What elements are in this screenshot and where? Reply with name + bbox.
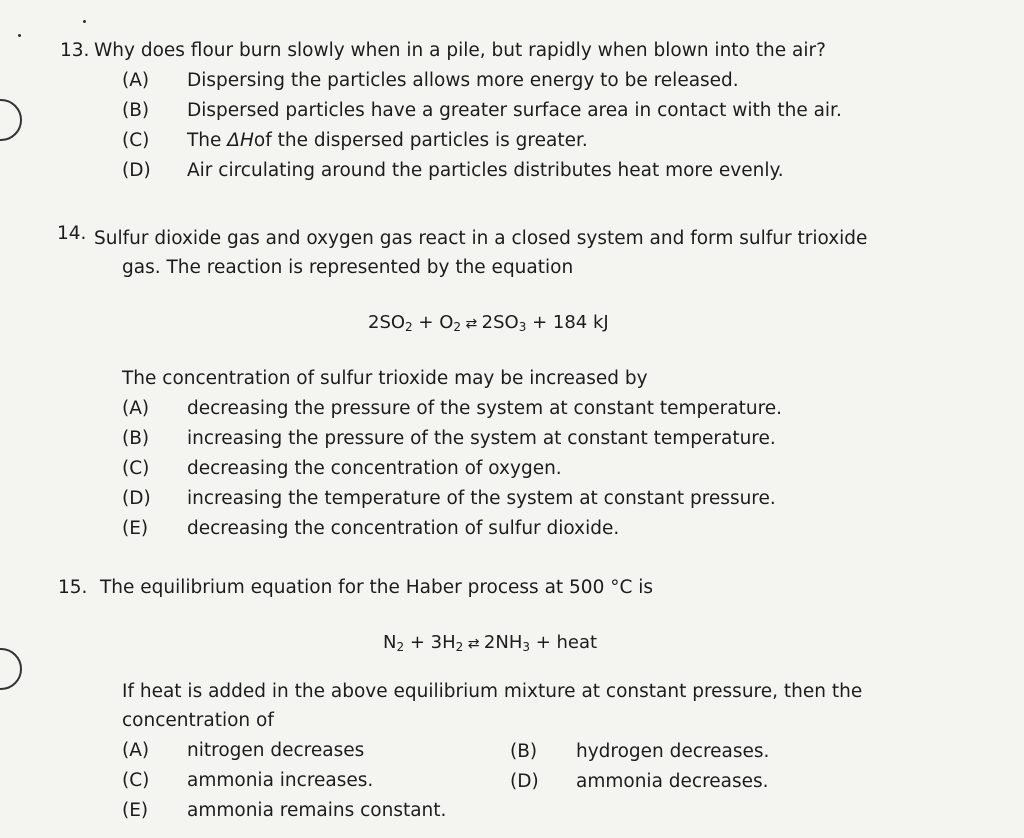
- q14-stem-line1: Sulfur dioxide gas and oxygen gas react in a closed system and form sulfur trioxide: [94, 228, 868, 249]
- q13-option-b-letter: (B): [122, 100, 150, 121]
- q15-option-c-letter: (C): [122, 770, 150, 791]
- eq-subscript: 2: [455, 640, 464, 654]
- q14-equation: [368, 312, 609, 335]
- q14-option-c-letter: (C): [122, 458, 150, 479]
- q14-option-d-text: increasing the temperature of the system at constant pressure.: [187, 488, 776, 509]
- q14-prompt: The concentration of sulfur trioxide may be increased by: [122, 368, 648, 389]
- q15-number: 15.: [58, 577, 88, 598]
- equilibrium-arrow-icon: ⇄: [461, 316, 482, 332]
- delta-h-symbol: ΔH: [227, 130, 254, 151]
- q13-option-c-letter: (C): [122, 130, 150, 151]
- q14-stem-line2: gas. The reaction is represented by the equation: [122, 257, 574, 278]
- eq-term: 2SO: [368, 312, 406, 333]
- q15-option-c-text: ammonia increases.: [187, 770, 374, 791]
- q14-option-c-text: decreasing the concentration of oxygen.: [187, 458, 562, 479]
- q14-option-b-letter: (B): [122, 428, 150, 449]
- q14-option-a-letter: (A): [122, 398, 150, 419]
- q13-stem: Why does flour burn slowly when in a pile, but rapidly when blown into the air?: [94, 40, 826, 61]
- punch-hole-bottom: [0, 648, 22, 690]
- q14-option-a-text: decreasing the pressure of the system at constant temperature.: [187, 398, 783, 419]
- eq-subscript: 2: [405, 320, 413, 334]
- eq-term: + 3H: [404, 632, 456, 653]
- q14-option-d-letter: (D): [122, 488, 151, 509]
- q13-option-a-letter: (A): [122, 70, 150, 91]
- q13-option-d-letter: (D): [122, 160, 151, 181]
- eq-term: N: [383, 632, 397, 653]
- q13-number: 13.: [60, 40, 90, 61]
- stray-mark: [83, 20, 86, 23]
- q15-option-b-letter: (B): [510, 741, 538, 762]
- eq-subscript: 2: [453, 320, 462, 334]
- eq-term: 2NH: [483, 632, 523, 653]
- q14-number: 14.: [57, 223, 87, 244]
- eq-subscript: 2: [396, 640, 405, 654]
- q15-stem: The equilibrium equation for the Haber process at 500 °C is: [100, 577, 654, 598]
- q15-option-a-letter: (A): [122, 740, 150, 761]
- q15-option-e-letter: (E): [122, 800, 149, 821]
- q14-option-e-text: decreasing the concentration of sulfur dioxide.: [187, 518, 620, 539]
- q14-option-e-letter: (E): [122, 518, 149, 539]
- q13-option-c-before: The: [187, 130, 228, 151]
- q13-option-a-text: Dispersing the particles allows more energy to be released.: [187, 70, 739, 91]
- eq-term: + 184 kJ: [526, 312, 609, 333]
- q15-equation: [383, 632, 597, 655]
- q15-option-b-text: hydrogen decreases.: [576, 741, 770, 762]
- q15-option-d-letter: (D): [510, 771, 539, 792]
- eq-subscript: 3: [518, 320, 527, 334]
- eq-term: 2SO: [481, 312, 519, 333]
- q13-option-d-text: Air circulating around the particles distributes heat more evenly.: [187, 160, 784, 181]
- q14-option-b-text: increasing the pressure of the system at constant temperature.: [187, 428, 776, 449]
- stray-mark: [18, 34, 21, 37]
- equilibrium-arrow-icon: ⇄: [463, 636, 484, 652]
- q13-option-c-after: of the dispersed particles is greater.: [253, 130, 588, 151]
- eq-term: + O: [412, 312, 454, 333]
- q15-option-e-text: ammonia remains constant.: [187, 800, 447, 821]
- eq-term: + heat: [530, 632, 598, 653]
- q15-prompt-line1: If heat is added in the above equilibrium mixture at constant pressure, then the: [122, 681, 863, 702]
- q13-option-c-text: [187, 130, 588, 152]
- q13-option-b-text: Dispersed particles have a greater surface area in contact with the air.: [187, 100, 842, 121]
- q15-option-a-text: nitrogen decreases: [187, 740, 365, 761]
- q15-option-d-text: ammonia decreases.: [576, 771, 769, 792]
- eq-subscript: 3: [522, 640, 530, 654]
- punch-hole-top: [0, 99, 22, 141]
- q15-prompt-line2: concentration of: [122, 710, 274, 731]
